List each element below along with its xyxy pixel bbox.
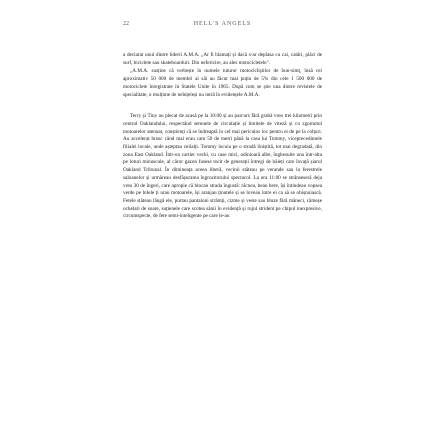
paragraph: „A.M.A. susține că verbește în numele tuturor motocicliștilor de bun-simț, însă cei aproximativ 50 000 de membri ai săi au făcut mai puțin de 5% din cele 1 500 000 de motociclete înregistrate în Statele Unite în 1965. După cum se știe una dintre revistele de specialitate, o mulțime de neînțeleși nu intră în evidențele A.M.A. [123,68,322,98]
body-text [123,52,322,221]
paragraph: Terry și Tiny au plecat de acasă pe la 10:00 și au parcurs fără grabă vreo trei kilometri prin centrul Oaklandului, respectând semnele de circulație și limitele de viteză și cu zgomotul motoarelor atenuat, conștienți că se îndreaptă în cel mai periculos loc pentru ei de pe la colțuri. Au accelerat brusc când mai erau cam 50 de metri până la casa lui Tommy, viceprecedintele filialei locale, unde așteptau ceilalți. Tommy locuia pe o stradă liniștită, tot mai degradată, din zona East Oakland. Într-un cartier vechi, cu case mici, odinioară albe, înghesuite una într-alta pe loturi minuscule, al căror gazon fusese tocit de generații întregi de băieți care învață șiarul Oakland Tribunal. În dimineața aceea liberă, vecinii stăteau pe verande sau la ferestrele saloanelor și urmăreau desfășurarea îngrozitorului spectacol. La ora 11:00 se strânseseră deja vreo 30 de îngeri, care apropie că blocau strada îngustă: răcnea, beau bere, își întindeau vopsea verde pe bilele ți urau motoarele, își aranjau ținutele și se loveau între ei ca să se obișnuiască. Fetele stăteau lângă ele, purtau pantaloni strâmți, cizme și veste sau bluze fără mâneci, cămeșe ochelari de soare, suțienele care scotea sânii în evidență și rujul strident pe chipul inexpresive, circumspecte, de fete semi-inteligente pe care le-au [123,113,322,220]
page-header [123,16,322,30]
running-title: HELL'S ANGELS [193,21,252,27]
page-number: 22 [123,21,129,27]
paragraph: a declarat unul dintre liderii A.M.A. „Ar fi blamați și dacă s-ar deplasa cu cai, catâri, plăci de surf, biciclete sau skateboarduri. Din nefericire, au ales motocicletele". [123,52,322,66]
